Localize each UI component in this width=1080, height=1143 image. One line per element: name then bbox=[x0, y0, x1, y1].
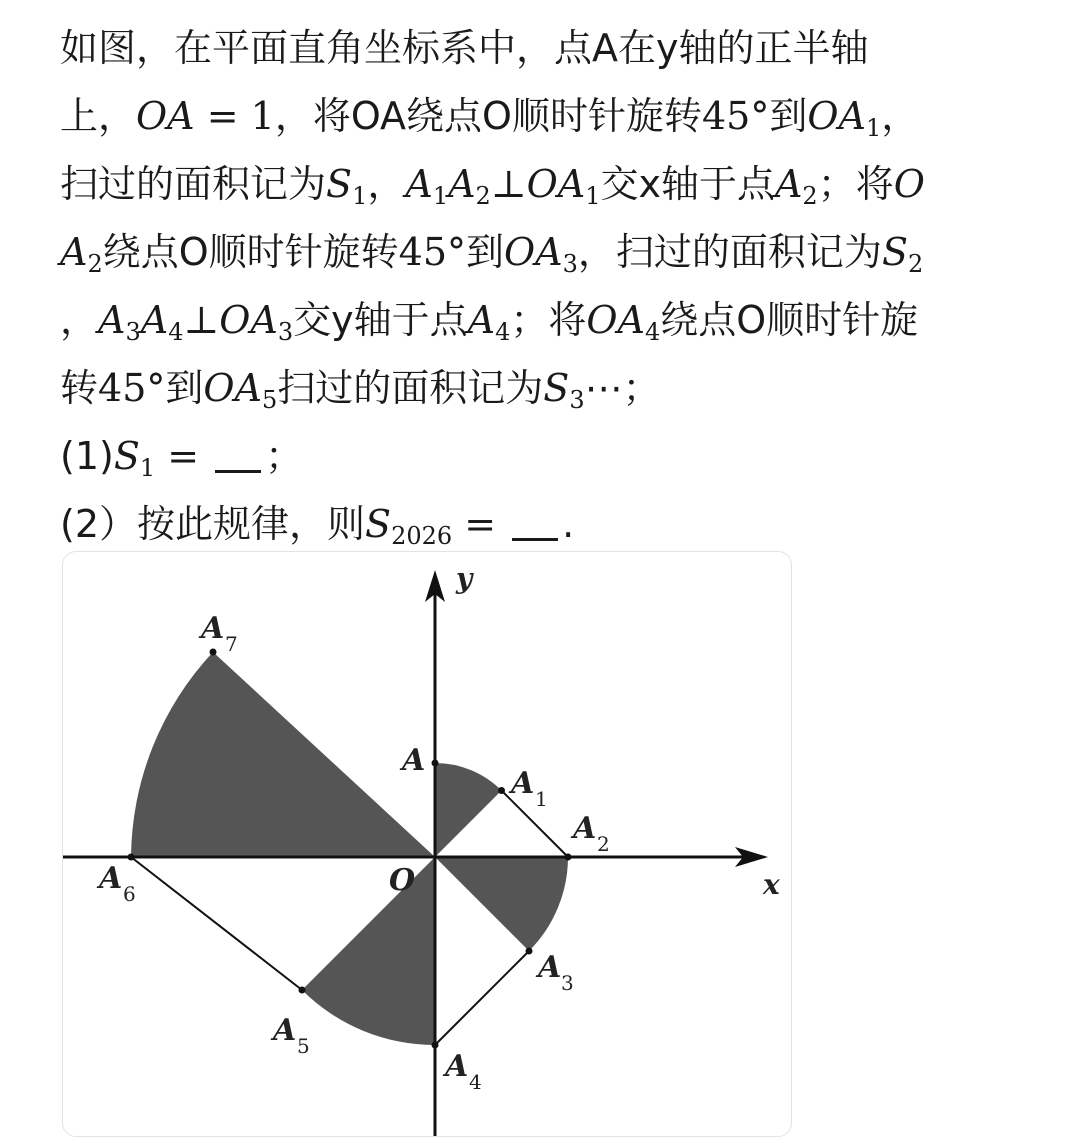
point-a bbox=[432, 760, 439, 767]
math: A bbox=[467, 298, 496, 342]
math: O bbox=[893, 162, 925, 206]
subscript: 1 bbox=[865, 114, 882, 142]
math: = 1 bbox=[194, 94, 275, 138]
text: . bbox=[562, 502, 575, 546]
math: S bbox=[543, 366, 570, 410]
math: A bbox=[405, 162, 433, 206]
text: 扫过的面积记为 bbox=[277, 366, 544, 410]
subscript: 1 bbox=[585, 182, 601, 210]
problem-line-4 bbox=[60, 218, 1040, 286]
x-axis-label: x bbox=[763, 868, 780, 901]
point-a3 bbox=[526, 948, 533, 955]
problem-line-1 bbox=[60, 14, 1040, 82]
math: OA bbox=[504, 230, 563, 274]
math: S bbox=[881, 230, 908, 274]
math: OA bbox=[219, 298, 278, 342]
subscript: 3 bbox=[562, 250, 578, 278]
text: 转 bbox=[60, 366, 99, 410]
text: ⋯； bbox=[584, 366, 661, 410]
point-a7 bbox=[210, 649, 217, 656]
text: ， bbox=[60, 298, 99, 342]
label-a7: A bbox=[201, 611, 225, 646]
math: OA bbox=[136, 94, 195, 138]
math: A bbox=[98, 298, 126, 342]
label-a6-sub: 6 bbox=[123, 882, 136, 906]
label-a2-sub: 2 bbox=[597, 832, 610, 856]
text: ， bbox=[367, 162, 406, 206]
sector-s1 bbox=[435, 763, 502, 857]
math: = bbox=[155, 434, 212, 478]
label-a6: A bbox=[99, 861, 123, 896]
point-a1 bbox=[498, 787, 505, 794]
math: 45° bbox=[701, 94, 770, 138]
point-a6 bbox=[128, 854, 135, 861]
subscript: 2 bbox=[802, 182, 818, 210]
math: OA bbox=[526, 162, 586, 206]
sector-s4 bbox=[131, 652, 435, 857]
math: S bbox=[326, 162, 353, 206]
label-a: A bbox=[402, 743, 426, 778]
sector-s2 bbox=[435, 857, 568, 951]
segment-a5-a6 bbox=[131, 857, 302, 990]
subscript: 1 bbox=[352, 182, 368, 210]
math: OA bbox=[586, 298, 645, 342]
math: S bbox=[113, 434, 140, 478]
label-a3-sub: 3 bbox=[561, 971, 574, 995]
subscript: 3 bbox=[125, 318, 141, 346]
geometry-figure bbox=[63, 552, 791, 1136]
subscript: 2 bbox=[907, 250, 924, 278]
text: 上， bbox=[60, 94, 137, 138]
subscript: 3 bbox=[277, 318, 294, 346]
problem-line-3 bbox=[60, 150, 1040, 218]
label-a4-sub: 4 bbox=[469, 1070, 482, 1094]
label-a4: A bbox=[445, 1049, 469, 1084]
label-a2: A bbox=[573, 811, 597, 846]
problem-line-5 bbox=[60, 286, 1040, 354]
math: A bbox=[60, 230, 88, 274]
text: 到 bbox=[165, 366, 204, 410]
point-a4 bbox=[432, 1042, 439, 1049]
text: 到 bbox=[466, 230, 505, 274]
subscript: 1 bbox=[139, 454, 156, 482]
text: 绕点O顺时针旋 bbox=[660, 298, 919, 342]
subscript: 5 bbox=[262, 386, 278, 414]
text: ；将 bbox=[510, 298, 587, 342]
question-text: (2）按此规律，则 bbox=[60, 502, 366, 546]
math: 45° bbox=[98, 366, 166, 410]
problem-line-2 bbox=[60, 82, 1040, 150]
subscript: 3 bbox=[569, 386, 585, 414]
label-a7-sub: 7 bbox=[225, 632, 238, 656]
text: 交y轴于点 bbox=[293, 298, 468, 342]
problem-text bbox=[60, 14, 1040, 558]
text: ，将OA绕点O顺时针旋转 bbox=[274, 94, 702, 138]
text: ； bbox=[265, 434, 304, 478]
subscript: 4 bbox=[644, 318, 661, 346]
math: A bbox=[774, 162, 803, 206]
text: 如图，在平面直角坐标系中，点A在y轴的正半轴 bbox=[60, 26, 869, 70]
subscript: 1 bbox=[432, 182, 449, 210]
label-a3: A bbox=[538, 950, 562, 985]
label-a1-sub: 1 bbox=[535, 787, 548, 811]
subscript: 4 bbox=[168, 318, 184, 346]
math: 45° bbox=[398, 230, 467, 274]
point-a5 bbox=[299, 987, 306, 994]
subscript: 2 bbox=[87, 250, 103, 278]
question-1 bbox=[60, 422, 1040, 490]
segment-a3-a4 bbox=[435, 951, 529, 1045]
origin-label: O bbox=[389, 863, 416, 898]
label-a5-sub: 5 bbox=[297, 1034, 310, 1058]
answer-blank-2[interactable] bbox=[512, 504, 558, 541]
math: S bbox=[365, 502, 392, 546]
answer-blank-1[interactable] bbox=[215, 436, 261, 473]
label-a5: A bbox=[273, 1013, 297, 1048]
text: 到 bbox=[769, 94, 808, 138]
text: 绕点O顺时针旋转 bbox=[102, 230, 399, 274]
y-axis-label: y bbox=[456, 562, 473, 595]
math: A bbox=[140, 298, 169, 342]
text: ；将 bbox=[817, 162, 894, 206]
figure-card bbox=[62, 551, 792, 1137]
subscript: 4 bbox=[495, 318, 511, 346]
question-2 bbox=[60, 490, 1040, 558]
text: 交x轴于点 bbox=[600, 162, 775, 206]
math: OA bbox=[807, 94, 866, 138]
math: ⊥ bbox=[183, 298, 220, 342]
text: ， bbox=[881, 94, 920, 138]
text: ，扫过的面积记为 bbox=[577, 230, 882, 274]
math: = bbox=[452, 502, 509, 546]
math: OA bbox=[203, 366, 262, 410]
math: ⊥ bbox=[490, 162, 527, 206]
problem-line-6 bbox=[60, 354, 1040, 422]
math: A bbox=[448, 162, 476, 206]
text: 扫过的面积记为 bbox=[60, 162, 327, 206]
label-a1: A bbox=[511, 766, 535, 801]
subscript: 2026 bbox=[391, 522, 453, 550]
point-a2 bbox=[565, 854, 572, 861]
question-number: (1) bbox=[60, 434, 114, 478]
subscript: 2 bbox=[475, 182, 491, 210]
